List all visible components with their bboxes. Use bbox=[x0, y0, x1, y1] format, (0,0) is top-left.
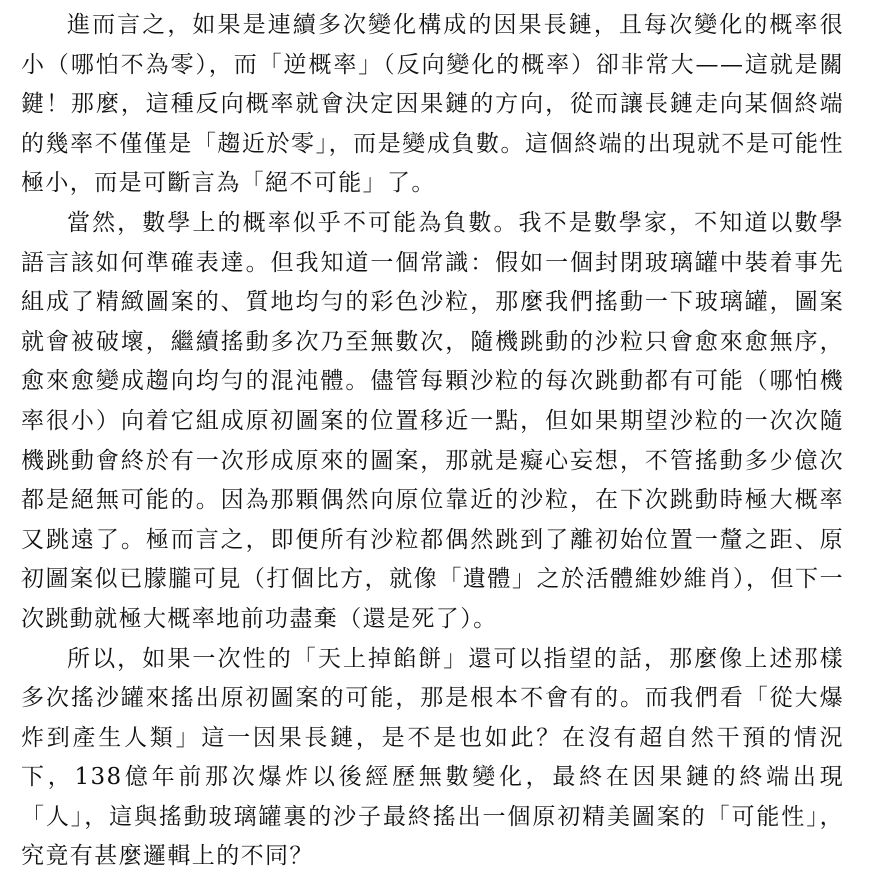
paragraph-3: 所以，如果一次性的「天上掉餡餅」還可以指望的話，那麼像上述那樣多次搖沙罐來搖出原初圖案的可能，那是根本不會有的。而我們看「從大爆炸到產生人類」這一因果長鏈，是不是也如此？在沒有超自然干預的情況下，138億年前那次爆炸以後經歷無數變化，最終在因果鏈的終端出現「人」，這與搖動玻璃罐裏的沙子最終搖出一個原初精美圖案的「可能性」，究竟有甚麼邏輯上的不同？ bbox=[21, 640, 844, 877]
paragraph-1: 進而言之，如果是連續多次變化構成的因果長鏈，且每次變化的概率很小（哪怕不為零），而「逆概率」（反向變化的概率）卻非常大——這就是關鍵！那麼，這種反向概率就會決定因果鏈的方向，從而讓長鏈走向某個終端的幾率不僅僅是「趨近於零」，而是變成負數。這個終端的出現就不是可能性極小，而是可斷言為「絕不可能」了。 bbox=[21, 6, 844, 204]
paragraph-2: 當然，數學上的概率似乎不可能為負數。我不是數學家，不知道以數學語言該如何準確表達。但我知道一個常識：假如一個封閉玻璃罐中裝着事先組成了精緻圖案的、質地均勻的彩色沙粒，那麼我們搖動一下玻璃罐，圖案就會被破壞，繼續搖動多次乃至無數次，隨機跳動的沙粒只會愈來愈無序，愈來愈變成趨向均勻的混沌體。儘管每顆沙粒的每次跳動都有可能（哪怕機率很小）向着它組成原初圖案的位置移近一點，但如果期望沙粒的一次次隨機跳動會終於有一次形成原來的圖案，那就是癡心妄想，不管搖動多少億次都是絕無可能的。因為那顆偶然向原位靠近的沙粒，在下次跳動時極大概率又跳遠了。極而言之，即便所有沙粒都偶然跳到了離初始位置一釐之距、原初圖案似已朦朧可見（打個比方，就像「遺體」之於活體維妙維肖），但下一次跳動就極大概率地前功盡棄（還是死了）。 bbox=[21, 204, 844, 640]
